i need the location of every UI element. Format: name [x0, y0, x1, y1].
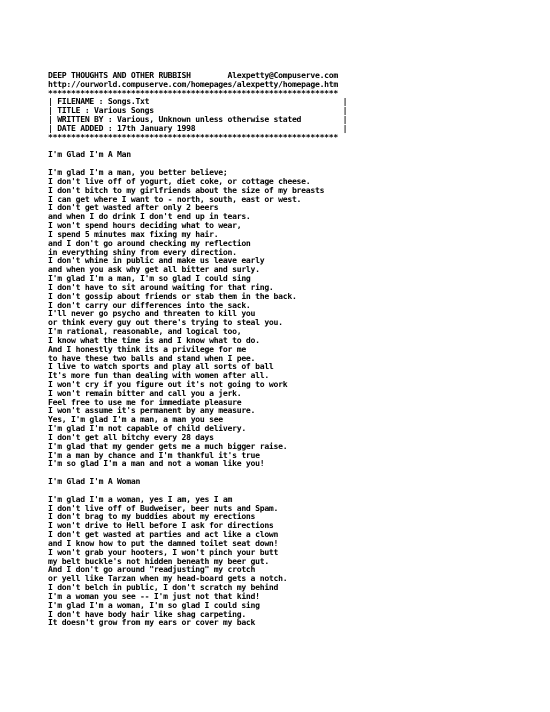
song-line: And I don't go around "readjusting" my crotch [48, 564, 256, 575]
song-line: I don't bitch to my girlfriends about the size of my breasts [48, 184, 325, 195]
song-title: I'm Glad I'm A Woman [48, 476, 141, 487]
song-line: I don't carry our differences into the sack. [48, 299, 251, 310]
header-title-line: DEEP THOUGHTS AND OTHER RUBBISH Alexpetty@Compuserve.com [48, 70, 338, 80]
song-title: I'm Glad I'm A Man [48, 149, 131, 160]
song-line: I won't assume it's permanent by any measure. [48, 405, 256, 416]
song-line: Feel free to use me for immediate pleasure [48, 396, 242, 407]
header-field-filename: | FILENAME : Songs.Txt | [48, 96, 348, 107]
song-line: I won't drive to Hell before I ask for directions [48, 520, 274, 531]
song-line: I can get where I want to - north, south, east or west. [48, 193, 302, 204]
song-line: I don't get all bitchy every 28 days [48, 431, 214, 442]
song-line: and when you ask why get all bitter and surly. [48, 264, 260, 275]
song-line: I'm glad I'm a woman, I'm so glad I could sing [48, 599, 260, 610]
song-line: I know what the time is and I know what to do. [48, 334, 260, 345]
song-line: I'm a man by chance and I'm thankful it's true [48, 449, 260, 460]
song-line: I don't gossip about friends or stab them in the back. [48, 290, 297, 301]
song-line: I don't live off of yogurt, diet coke, or cottage cheese. [48, 175, 311, 186]
song-line: I don't belch in public, I don't scratch my behind [48, 582, 279, 593]
header-field-title: | TITLE : Various Songs | [48, 105, 348, 116]
song-line: I won't spend hours deciding what to wear, [48, 220, 242, 231]
song-line: I'm rational, reasonable, and logical too, [48, 326, 242, 337]
song-line: and when I do drink I don't end up in tears. [48, 211, 251, 222]
text-document [48, 71, 394, 627]
song-line: And I honestly think its a privilege for me [48, 343, 246, 354]
song-line: I won't grab your hooters, I won't pinch your butt [48, 546, 279, 557]
song-line: or think every guy out there's trying to steal you. [48, 317, 283, 328]
song-line: I'm glad I'm a man, you better believe; [48, 167, 228, 178]
song-line: I live to watch sports and play all sorts of ball [48, 361, 274, 372]
song-line: and I don't go around checking my reflection [48, 237, 251, 248]
song-line: I don't brag to my buddies about my erections [48, 511, 256, 522]
song-line: in everything shiny from every direction. [48, 246, 237, 257]
song-line: Yes, I'm glad I'm a man, a man you see [48, 414, 223, 425]
song-line: It's more fun than dealing with women after all. [48, 370, 269, 381]
song-line: to have these two balls and stand when I pee. [48, 352, 256, 363]
songs-container [48, 150, 394, 627]
song-line: I won't cry if you figure out it's not going to work [48, 378, 288, 389]
song-line: I'll never go psycho and threaten to kill you [48, 308, 256, 319]
song-line: I'm glad that my gender gets me a much bigger raise. [48, 440, 288, 451]
song-line: I'm so glad I'm a man and not a woman like you! [48, 458, 265, 469]
song-line: I'm glad I'm not capable of child delivery. [48, 423, 246, 434]
song-line: It doesn't grow from my ears or cover my back [48, 617, 256, 628]
song-line: I don't whine in public and make us leave early [48, 255, 265, 266]
song-line: I spend 5 minutes max fixing my hair. [48, 228, 219, 239]
header-rule-top: *************************************************************** [48, 87, 338, 98]
header-field-written-by: | WRITTEN BY : Various, Unknown unless otherwise stated | [48, 114, 348, 125]
header-url-line: http://ourworld.compuserve.com/homepages/alexpetty/homepage.htm [48, 78, 338, 89]
header-rule-bottom: *************************************************************** [48, 131, 338, 142]
song-line: I don't get wasted at parties and act like a clown [48, 529, 279, 540]
song-block [48, 150, 394, 477]
song-line: I don't have to sit around waiting for that ring. [48, 281, 274, 292]
song-line: I don't have body hair like shag carpeting. [48, 608, 246, 619]
song-line: or yell like Tarzan when my head-board gets a notch. [48, 573, 288, 584]
song-line: my belt buckle's not hidden beneath my beer gut. [48, 555, 269, 566]
song-line: I'm a woman you see -- I'm just not that kind! [48, 590, 260, 601]
song-line: I won't remain bitter and call you a jerk. [48, 387, 242, 398]
song-line: I'm glad I'm a woman, yes I am, yes I am [48, 493, 233, 504]
song-line: I don't get wasted after only 2 beers [48, 202, 219, 213]
song-line: I'm glad I'm a man, I'm so glad I could sing [48, 273, 251, 284]
song-line: I don't live off of Budweiser, beer nuts and Spam. [48, 502, 279, 513]
header-field-date-added: | DATE ADDED : 17th January 1998 | [48, 122, 348, 133]
song-line: and I know how to put the damned toilet seat down! [48, 537, 279, 548]
song-block [48, 477, 394, 627]
